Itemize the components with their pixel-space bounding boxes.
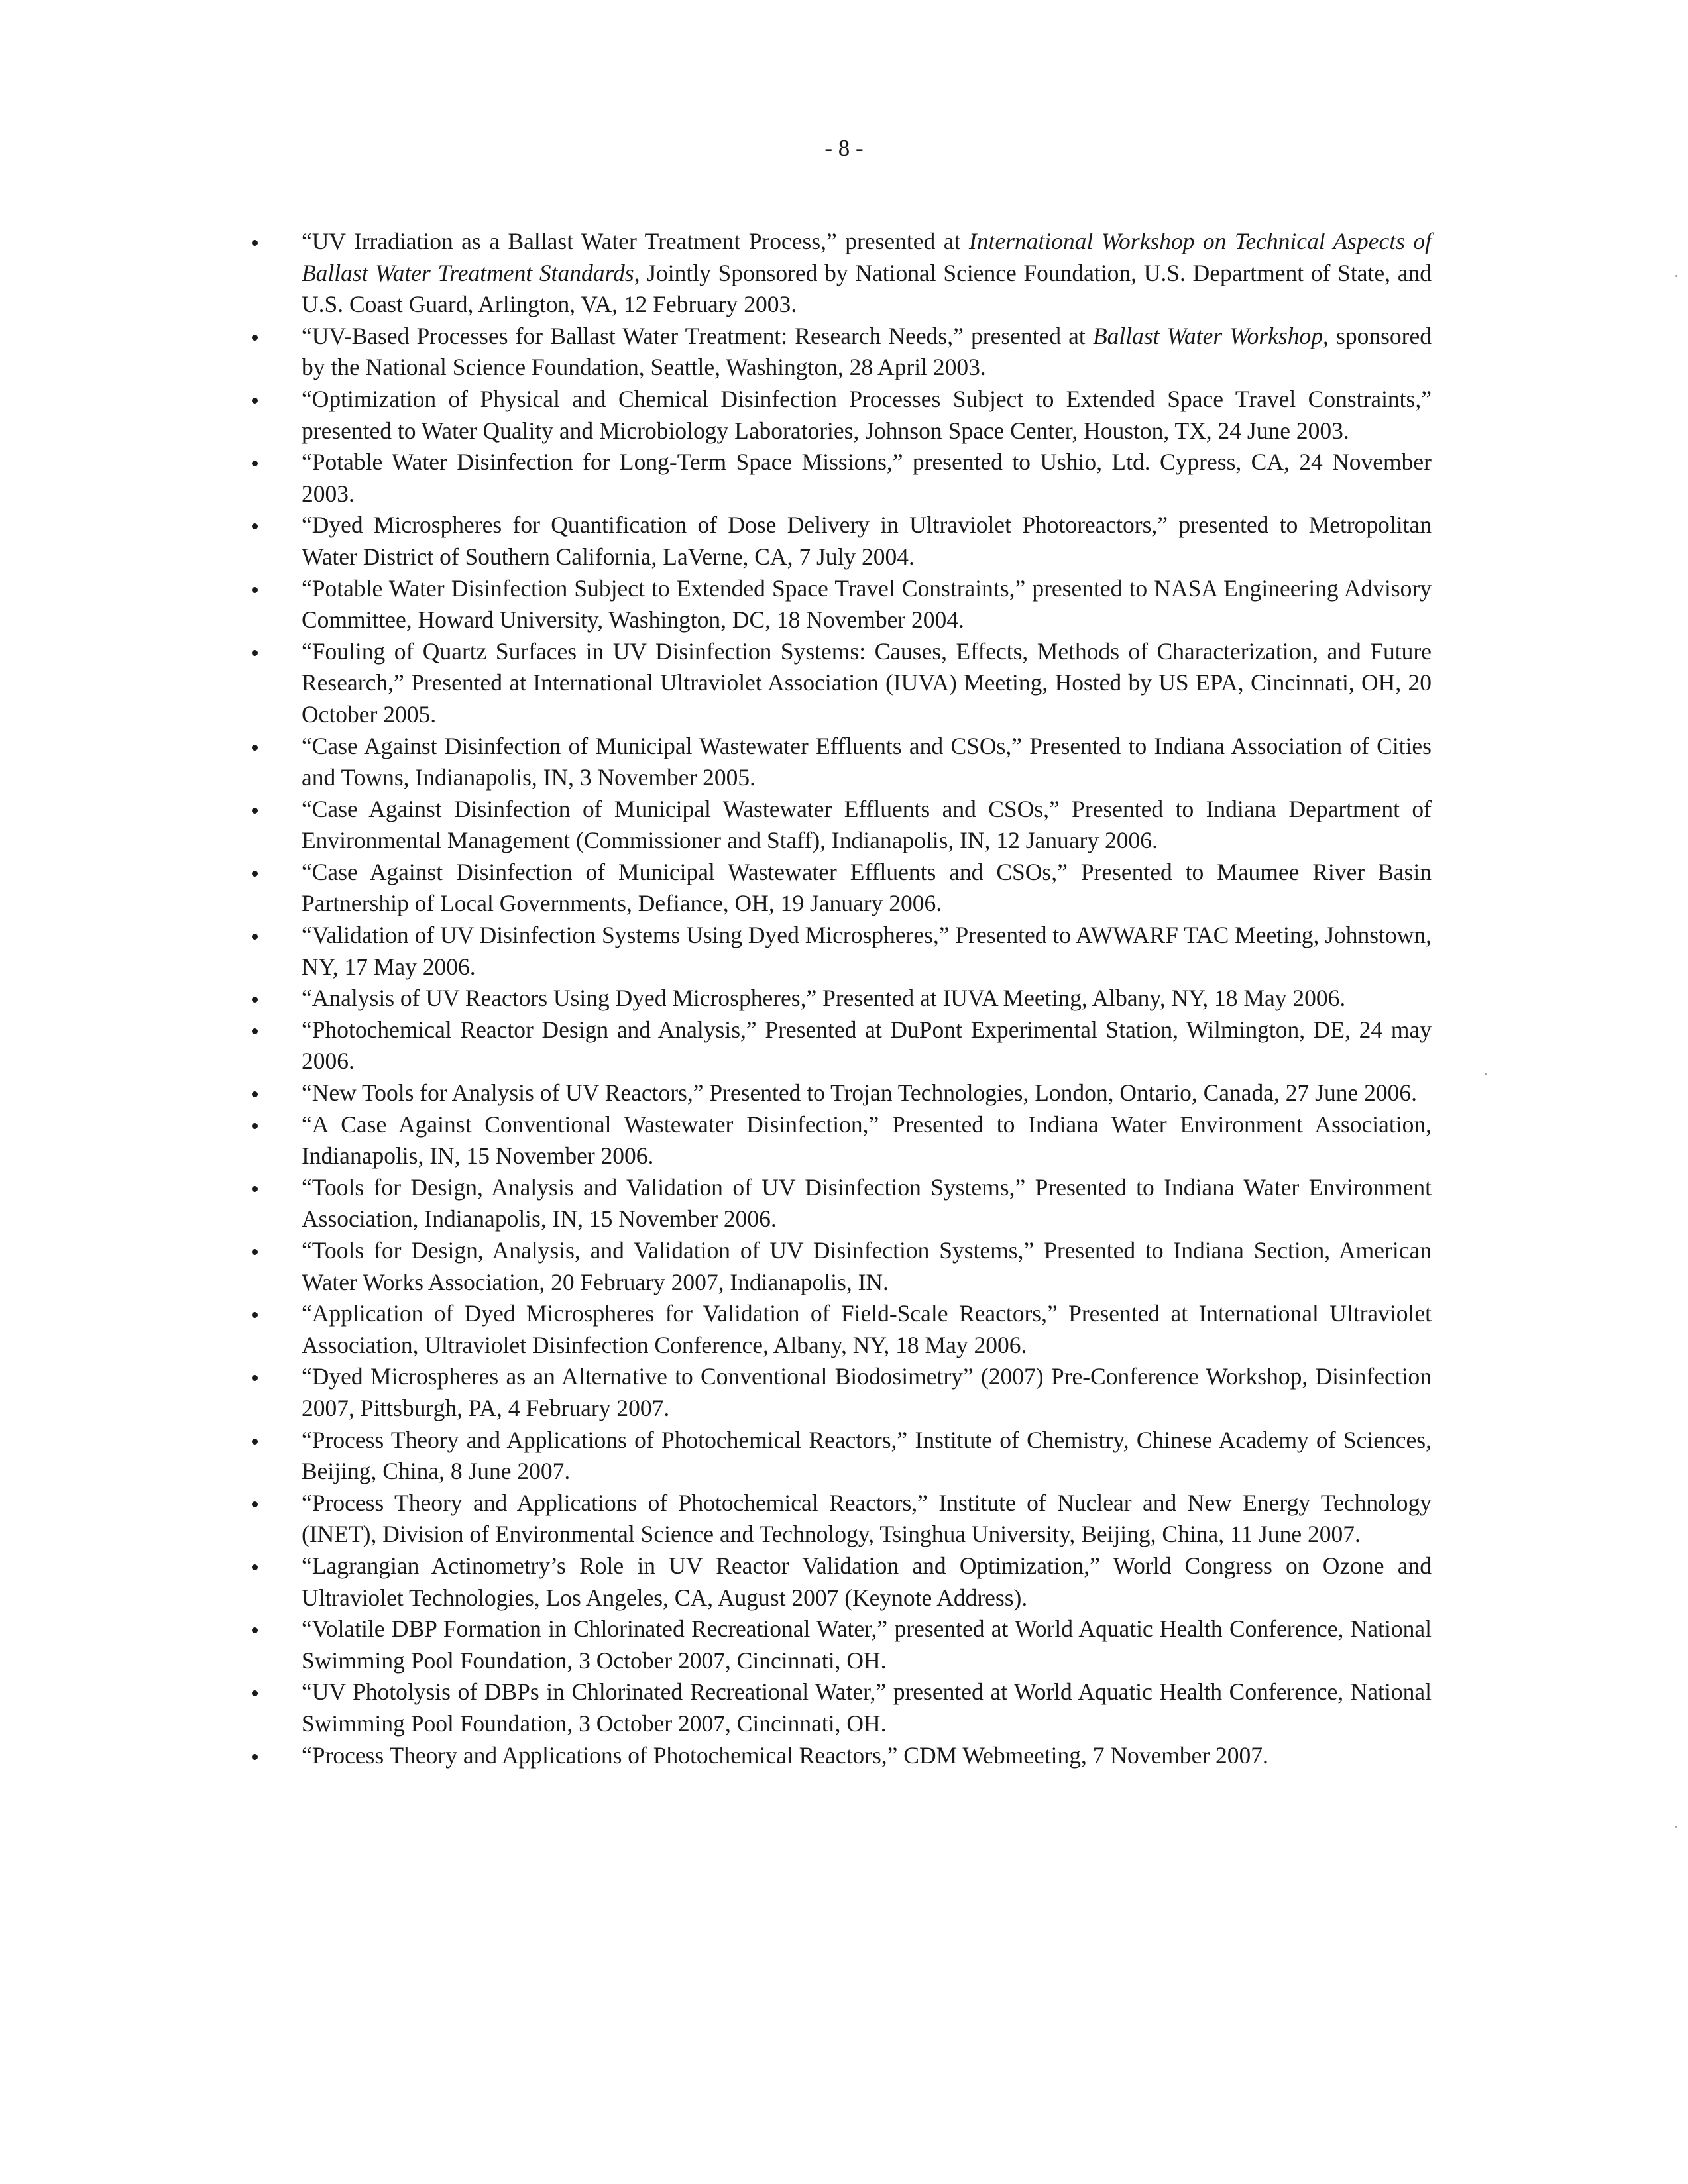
list-item	[252, 226, 1432, 321]
list-item	[252, 1551, 1432, 1613]
bullet-icon	[252, 934, 258, 940]
list-item	[252, 1014, 1432, 1077]
item-text: “Photochemical Reactor Design and Analysis,” Presented at DuPont Experimental Station, Wilmington, DE, 24 may 2006.	[302, 1016, 1432, 1075]
list-item	[252, 1425, 1432, 1488]
bullet-icon	[252, 240, 258, 246]
item-text: “Volatile DBP Formation in Chlorinated Recreational Water,” presented at World Aquatic Health Conference, National Swimming Pool Foundation, 3 October 2007, Cincinnati, OH.	[302, 1615, 1432, 1674]
list-item	[252, 1077, 1432, 1109]
item-text: “Tools for Design, Analysis and Validation of UV Disinfection Systems,” Presented to Indiana Water Environment Association, Indianapolis, IN, 15 November 2006.	[302, 1174, 1432, 1232]
bullet-icon	[252, 650, 258, 656]
bullet-icon	[252, 1502, 258, 1507]
item-text: “UV-Based Processes for Ballast Water Treatment: Research Needs,” presented at	[302, 322, 1093, 349]
bullet-icon	[252, 997, 258, 1003]
item-text: “Process Theory and Applications of Photochemical Reactors,” Institute of Chemistry, Chinese Academy of Sciences, Beijing, China, 8 June 2007.	[302, 1426, 1432, 1485]
item-text: “UV Photolysis of DBPs in Chlorinated Recreational Water,” presented at World Aquatic Health Conference, National Swimming Pool Foundation, 3 October 2007, Cincinnati, OH.	[302, 1678, 1432, 1737]
item-text: “Dyed Microspheres as an Alternative to Conventional Biodosimetry” (2007) Pre-Conference Workshop, Disinfection 2007, Pittsburgh, PA, 4 February 2007.	[302, 1363, 1432, 1421]
bullet-icon	[252, 1439, 258, 1445]
bullet-icon	[252, 871, 258, 877]
list-item	[252, 573, 1432, 636]
bullet-icon	[252, 808, 258, 814]
bullet-icon	[252, 1028, 258, 1034]
bullet-icon	[252, 398, 258, 404]
list-item	[252, 857, 1432, 920]
list-item	[252, 1488, 1432, 1551]
bullet-icon	[252, 587, 258, 593]
list-item	[252, 1235, 1432, 1298]
item-text: “Potable Water Disinfection for Long-Term Space Missions,” presented to Ushio, Ltd. Cypress, CA, 24 November 2003.	[302, 449, 1432, 507]
list-item	[252, 731, 1432, 794]
list-item	[252, 1109, 1432, 1172]
bullet-icon	[252, 1375, 258, 1381]
item-text: “Application of Dyed Microspheres for Validation of Field-Scale Reactors,” Presented at International Ultraviolet Association, Ultraviolet Disinfection Conference, Albany, NY, 18 May 2006.	[302, 1300, 1432, 1358]
bullet-icon	[252, 1564, 258, 1570]
item-text: “Analysis of UV Reactors Using Dyed Microspheres,” Presented at IUVA Meeting, Albany, NY, 18 May 2006.	[302, 985, 1346, 1012]
list-item	[252, 1298, 1432, 1361]
list-item	[252, 510, 1432, 573]
item-text: “New Tools for Analysis of UV Reactors,” Presented to Trojan Technologies, London, Ontario, Canada, 27 June 2006.	[302, 1079, 1418, 1107]
bullet-icon	[252, 1627, 258, 1633]
bullet-icon	[252, 745, 258, 751]
item-text: “Validation of UV Disinfection Systems Using Dyed Microspheres,” Presented to AWWARF TAC Meeting, Johnstown, NY, 17 May 2006.	[302, 922, 1432, 980]
item-venue-italic: Ballast Water Workshop	[1092, 322, 1323, 349]
list-item	[252, 1613, 1432, 1676]
item-text: “A Case Against Conventional Wastewater Disinfection,” Presented to Indiana Water Environment Association, Indianapolis, IN, 15 November 2006.	[302, 1111, 1432, 1170]
list-item	[252, 1361, 1432, 1424]
bullet-icon	[252, 1312, 258, 1318]
bullet-icon	[252, 1186, 258, 1192]
list-item	[252, 384, 1432, 447]
item-text: “Tools for Design, Analysis, and Validation of UV Disinfection Systems,” Presented to Indiana Section, American Water Works Association, 20 February 2007, Indianapolis, IN.	[302, 1237, 1432, 1295]
item-text: “UV Irradiation as a Ballast Water Treatment Process,” presented at	[302, 228, 969, 254]
item-text: “Dyed Microspheres for Quantification of Dose Delivery in Ultraviolet Photoreactors,” presented to Metropolitan Water District of Southern California, LaVerne, CA, 7 July 2004.	[302, 512, 1432, 570]
list-item	[252, 1740, 1432, 1772]
item-text: “Case Against Disinfection of Municipal Wastewater Effluents and CSOs,” Presented to Indiana Department of Environmental Management (Commissioner and Staff), Indianapolis, IN, 12 January 2006.	[302, 795, 1432, 854]
bullet-icon	[252, 461, 258, 466]
item-text: “Potable Water Disinfection Subject to Extended Space Travel Constraints,” presented to NASA Engineering Advisory Committee, Howard University, Washington, DC, 18 November 2004.	[302, 574, 1432, 633]
bullet-icon	[252, 1123, 258, 1129]
list-item	[252, 321, 1432, 384]
item-text-after: , sponsored by the National Science Foundation, Seattle, Washington, 28 April 2003.	[302, 322, 1432, 381]
item-venue-italic: International Workshop on Technical Aspects of Ballast Water Treatment Standards	[302, 228, 1432, 286]
list-item	[252, 636, 1432, 731]
scan-speck	[1675, 1826, 1677, 1828]
bullet-icon	[252, 1249, 258, 1255]
bullet-icon	[252, 335, 258, 341]
list-item	[252, 1172, 1432, 1235]
list-item	[252, 983, 1432, 1014]
list-item	[252, 920, 1432, 983]
bullet-icon	[252, 1690, 258, 1696]
bullet-icon	[252, 1754, 258, 1760]
list-item	[252, 794, 1432, 857]
item-text-after: , Jointly Sponsored by National Science Foundation, U.S. Department of State, and U.S. Coast Guard, Arlington, VA, 12 February 2003.	[302, 259, 1432, 318]
scan-speck	[1485, 1073, 1487, 1075]
item-text: “Process Theory and Applications of Photochemical Reactors,” CDM Webmeeting, 7 November 2007.	[302, 1741, 1268, 1769]
bullet-icon	[252, 523, 258, 529]
presentation-list	[252, 226, 1432, 1771]
item-text: “Process Theory and Applications of Photochemical Reactors,” Institute of Nuclear and New Energy Technology (INET), Division of Environmental Science and Technology, Tsinghua University, Beijing, China, 11 June 2007.	[302, 1489, 1432, 1548]
item-text: “Case Against Disinfection of Municipal Wastewater Effluents and CSOs,” Presented to Maumee River Basin Partnership of Local Governments, Defiance, OH, 19 January 2006.	[302, 858, 1432, 917]
item-text: “Optimization of Physical and Chemical Disinfection Processes Subject to Extended Space Travel Constraints,” presented to Water Quality and Microbiology Laboratories, Johnson Space Center, Houston, TX, 24 June 2003.	[302, 385, 1432, 444]
item-text: “Fouling of Quartz Surfaces in UV Disinfection Systems: Causes, Effects, Methods of Characterization, and Future Research,” Presented at International Ultraviolet Association (IUVA) Meeting, Hosted by US EPA, Cincinnati, OH, 20 October 2005.	[302, 637, 1432, 728]
item-text: “Lagrangian Actinometry’s Role in UV Reactor Validation and Optimization,” World Congress on Ozone and Ultraviolet Technologies, Los Angeles, CA, August 2007 (Keynote Address).	[302, 1552, 1432, 1611]
scan-speck	[1675, 275, 1677, 277]
page-number: - 8 -	[824, 135, 864, 161]
list-item	[252, 1676, 1432, 1739]
item-text: “Case Against Disinfection of Municipal Wastewater Effluents and CSOs,” Presented to Indiana Association of Cities and Towns, Indianapolis, IN, 3 November 2005.	[302, 732, 1432, 791]
bullet-icon	[252, 1091, 258, 1097]
list-item	[252, 447, 1432, 510]
